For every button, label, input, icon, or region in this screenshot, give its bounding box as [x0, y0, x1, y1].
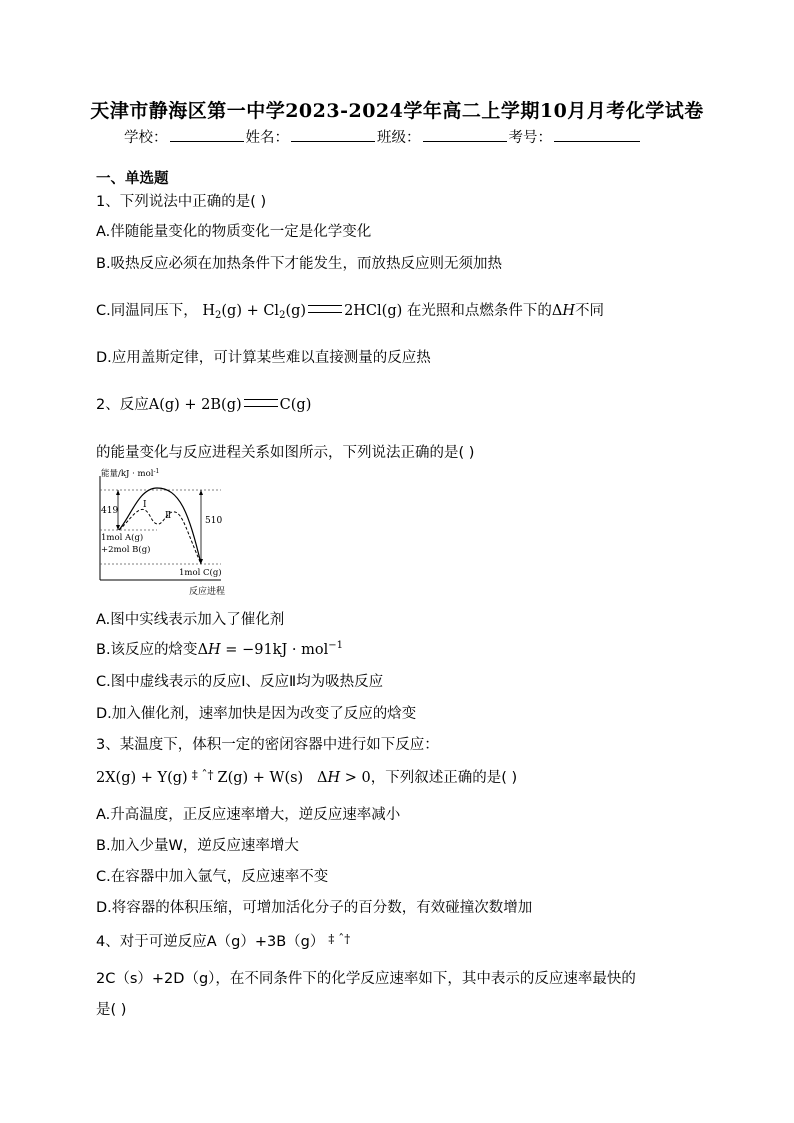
- student-info-line: [124, 126, 642, 147]
- number-blank[interactable]: [554, 127, 640, 142]
- q1-option-b: B.吸热反应必须在加热条件下才能发生，而放热反应则无须加热: [96, 256, 503, 272]
- q1-c-delta-h: ΔH: [551, 303, 576, 319]
- q1-stem: 1、下列说法中正确的是( ): [96, 194, 267, 210]
- q3-option-d: D.将容器的体积压缩，可增加活化分子的百分数，有效碰撞次数增加: [96, 900, 533, 916]
- q3-stem: 3、某温度下，体积一定的密闭容器中进行如下反应：: [96, 737, 439, 753]
- reverse-arrowhead-top: [199, 490, 203, 495]
- q3-option-a: A.升高温度，正反应速率增大，逆反应速率减小: [96, 807, 401, 823]
- q3-equation-line: [96, 766, 517, 787]
- q1-c-suffix: 在光照和点燃条件下的: [406, 303, 552, 319]
- class-label: 班级：: [377, 130, 421, 146]
- q1-c-end: 不同: [575, 303, 605, 319]
- q2-option-b: [96, 638, 343, 659]
- activation-arrowhead-top: [116, 490, 120, 495]
- q1-option-a: A.伴随能量变化的物质变化一定是化学变化: [96, 224, 372, 240]
- q3-eq-suffix: ，下列叙述正确的是( ): [370, 770, 518, 786]
- number-label: 考号：: [508, 130, 552, 146]
- q3-option-b: B.加入少量W，逆反应速率增大: [96, 838, 299, 854]
- q1-option-d: D.应用盖斯定律，可计算某些难以直接测量的反应热: [96, 350, 431, 366]
- path-2-label: Ⅱ: [165, 511, 172, 521]
- q2-equation: A(g) + 2B(g) C(g): [148, 397, 312, 413]
- q2-option-c: C.图中虚线表示的反应Ⅰ、反应Ⅱ均为吸热反应: [96, 674, 384, 690]
- reactant-label-2: +2mol B(g): [101, 545, 151, 555]
- q4-stem-line3: 是( ): [96, 1002, 127, 1018]
- section-title: 一、单选题: [96, 171, 169, 187]
- q4-stem-line2: 2C（s）+2D（g），在不同条件下的化学反应速率如下，其中表示的反应速率最快的: [96, 971, 636, 987]
- q4-stem-prefix: 4、对于可逆反应A（g）+3B（g）: [96, 934, 325, 950]
- q2-stem: [96, 393, 311, 414]
- y-axis-label: 能量/kJ · mol$^{-1}$: [101, 468, 160, 479]
- class-blank[interactable]: [423, 127, 507, 142]
- q2-b-prefix: B.该反应的焓变: [96, 642, 198, 658]
- activation-energy-value: 419: [101, 506, 119, 516]
- q1-option-c: [96, 299, 604, 320]
- q1-c-prefix: C.同温同压下，: [96, 303, 198, 319]
- q4-stem: [96, 930, 354, 951]
- q3-option-c: C.在容器中加入氩气，反应速率不变: [96, 869, 329, 885]
- school-label: 学校：: [124, 130, 168, 146]
- q1-c-equation: $H_2(g) + Cl_2(g)$ 2HCl(g): [202, 303, 403, 321]
- q3-equation: 2X(g) + Y(g) ‡ ˆ† Z(g) + W(s) ΔH > 0: [96, 768, 371, 786]
- energy-diagram: [97, 466, 227, 598]
- reverse-energy-value: 510: [205, 516, 223, 526]
- name-blank[interactable]: [291, 127, 375, 142]
- path-1-label: Ⅰ: [143, 500, 147, 510]
- reactant-label-1: 1mol A(g): [101, 533, 144, 543]
- page-title: 天津市静海区第一中学2023-2024学年高二上学期10月月考化学试卷: [90, 100, 704, 122]
- q2-b-equation: ΔH = −91kJ · mol$^{-1}$: [197, 640, 343, 658]
- school-blank[interactable]: [170, 127, 244, 142]
- q2-option-d: D.加入催化剂，速率加快是因为改变了反应的焓变: [96, 706, 417, 722]
- q4-reversible-arrow: ‡ ˆ†: [328, 932, 351, 946]
- name-label: 姓名：: [245, 130, 289, 146]
- product-label: 1mol C(g): [179, 568, 222, 578]
- q2-stem-line2: 的能量变化与反应进程关系如图所示，下列说法正确的是( ): [96, 445, 475, 461]
- x-axis-label: 反应进程: [189, 587, 226, 597]
- q2-stem-prefix: 2、反应: [96, 397, 149, 413]
- q2-option-a: A.图中实线表示加入了催化剂: [96, 612, 285, 628]
